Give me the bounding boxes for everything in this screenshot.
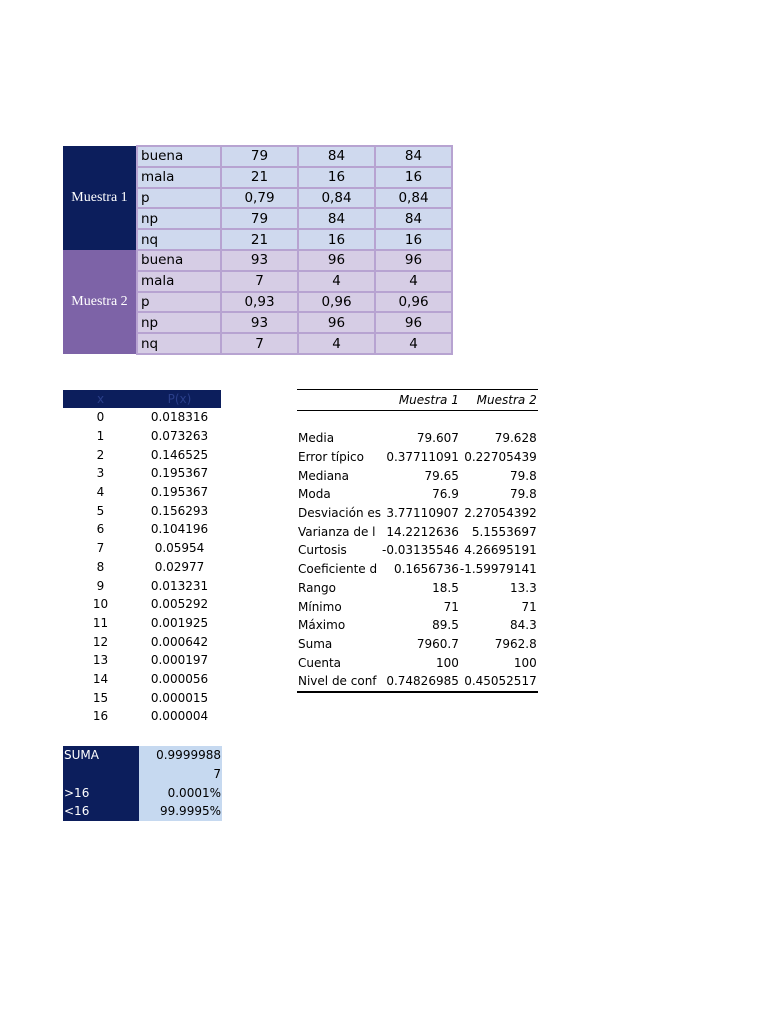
cell-value: 96	[298, 250, 375, 271]
p-value: 0.018316	[150, 410, 209, 425]
stat-m1: 89.5	[432, 618, 459, 633]
table-row	[63, 746, 222, 765]
suma-value: 0.9999988	[139, 746, 222, 765]
stats-header-muestra-1: Muestra 1	[382, 390, 460, 411]
cell-value: 93	[221, 250, 298, 271]
table-header-row	[297, 390, 538, 411]
stat-m2: 71	[521, 599, 537, 614]
stat-name: Mínimo	[298, 599, 342, 614]
table-row	[297, 560, 538, 579]
stat-m2: 84.3	[510, 618, 537, 633]
cell-value: 16	[375, 229, 452, 250]
table-row	[63, 595, 221, 614]
row-label: np	[137, 312, 221, 333]
stat-m1: 18.5	[432, 580, 459, 595]
spacer-row	[297, 411, 538, 430]
poisson-table	[63, 390, 221, 726]
stat-name: Máximo	[298, 618, 346, 633]
table-row	[63, 445, 221, 464]
cell-value: 0,96	[375, 292, 452, 313]
stat-m1: 0.1656736	[393, 562, 459, 577]
stat-m2: 13.3	[510, 580, 537, 595]
stat-m1: 7960.7	[416, 636, 459, 651]
stat-m2: -1.59979141	[459, 562, 537, 577]
stat-m2: 79.8	[510, 487, 537, 502]
p-value: 0.195367	[150, 466, 209, 481]
stat-m2: 0.22705439	[464, 450, 537, 465]
suma-value: 0.0001%	[139, 783, 222, 802]
cell-value: 21	[221, 229, 298, 250]
suma-label: SUMA	[63, 746, 139, 765]
table-header-row	[63, 390, 221, 408]
row-label: nq	[137, 333, 221, 354]
x-value: 6	[96, 522, 105, 537]
row-label: nq	[137, 229, 221, 250]
table-row	[63, 408, 221, 427]
row-label: buena	[137, 146, 221, 167]
stat-m2: 4.26695191	[464, 543, 537, 558]
table-row	[63, 802, 222, 821]
row-label: mala	[137, 167, 221, 188]
cell-value: 4	[298, 333, 375, 354]
stat-name: Mediana	[298, 468, 349, 483]
stat-m1: -0.03135546	[382, 543, 459, 558]
table-row	[297, 466, 538, 485]
x-value: 3	[96, 466, 105, 481]
cell-value: 84	[375, 208, 452, 229]
cell-value: 7	[221, 271, 298, 292]
cell-value: 16	[298, 167, 375, 188]
x-value: 9	[96, 578, 105, 593]
table-row	[297, 522, 538, 541]
stat-name: Suma	[298, 636, 333, 651]
table-row	[297, 485, 538, 504]
suma-label: <16	[63, 802, 139, 821]
table-row	[297, 653, 538, 672]
muestras-table	[63, 145, 453, 355]
table-row	[297, 616, 538, 635]
stats-header-empty	[297, 390, 382, 411]
table-row	[297, 541, 538, 560]
table-row	[297, 448, 538, 467]
cell-value: 96	[298, 312, 375, 333]
stat-m1: 79.607	[416, 431, 459, 446]
p-value: 0.073263	[150, 429, 209, 444]
p-value: 0.104196	[150, 522, 209, 537]
stat-m2: 2.27054392	[464, 506, 537, 521]
suma-label: >16	[63, 783, 139, 802]
cell-value: 84	[375, 146, 452, 167]
stats-header-muestra-2: Muestra 2	[460, 390, 538, 411]
x-value: 7	[96, 541, 105, 556]
group-label-muestra-1: Muestra 1	[63, 146, 137, 250]
stat-name: Varianza de l	[298, 524, 376, 539]
cell-value: 84	[298, 146, 375, 167]
table-row	[63, 651, 221, 670]
table-row	[63, 707, 221, 726]
stat-m1: 79.65	[424, 468, 459, 483]
x-value: 4	[96, 485, 105, 500]
table-row	[63, 483, 221, 502]
cell-value: 0,84	[375, 188, 452, 209]
cell-value: 84	[298, 208, 375, 229]
cell-value: 93	[221, 312, 298, 333]
stat-m1: 76.9	[432, 487, 459, 502]
x-value: 15	[92, 690, 109, 705]
stat-m2: 5.1553697	[471, 524, 537, 539]
p-value: 0.000056	[150, 671, 209, 686]
table-row	[297, 672, 538, 692]
table-row	[63, 501, 221, 520]
table-row	[297, 429, 538, 448]
cell-value: 0,79	[221, 188, 298, 209]
p-value: 0.195367	[150, 485, 209, 500]
cell-value: 7	[221, 333, 298, 354]
stat-name: Curtosis	[298, 543, 347, 558]
stat-m2: 79.628	[494, 431, 537, 446]
stat-name: Coeficiente d	[298, 562, 378, 577]
stat-m2: 7962.8	[494, 636, 537, 651]
stat-name: Error típico	[298, 450, 364, 465]
table-row	[63, 765, 222, 784]
x-value: 0	[96, 410, 105, 425]
table-row	[63, 250, 452, 271]
p-value: 0.156293	[150, 503, 209, 518]
stat-name: Media	[298, 431, 335, 446]
p-value: 0.05954	[154, 541, 205, 556]
stat-name: Cuenta	[298, 655, 342, 670]
p-value: 0.013231	[150, 578, 209, 593]
stat-name: Moda	[298, 487, 331, 502]
table-row	[63, 539, 221, 558]
x-value: 13	[92, 653, 109, 668]
row-label: p	[137, 188, 221, 209]
cell-value: 4	[375, 271, 452, 292]
cell-value: 0,84	[298, 188, 375, 209]
p-value: 0.146525	[150, 447, 209, 462]
header-x: x	[63, 390, 138, 408]
row-label: buena	[137, 250, 221, 271]
suma-table	[63, 746, 222, 821]
table-row	[63, 783, 222, 802]
stats-table	[297, 389, 538, 693]
stat-m1: 0.74826985	[382, 672, 460, 692]
cell-value: 21	[221, 167, 298, 188]
p-value: 0.005292	[150, 597, 209, 612]
suma-label	[63, 765, 139, 784]
header-px: P(x)	[138, 390, 221, 408]
stat-m1: 14.2212636	[386, 524, 459, 539]
stat-m2: 0.45052517	[460, 672, 538, 692]
table-row	[63, 576, 221, 595]
table-row	[63, 427, 221, 446]
cell-value: 79	[221, 208, 298, 229]
p-value: 0.000197	[150, 653, 209, 668]
table-row	[297, 597, 538, 616]
x-value: 12	[92, 634, 109, 649]
table-row	[63, 614, 221, 633]
x-value: 14	[92, 671, 109, 686]
table-row	[63, 520, 221, 539]
table-row	[297, 635, 538, 654]
p-value: 0.001925	[150, 615, 209, 630]
row-label: np	[137, 208, 221, 229]
cell-value: 79	[221, 146, 298, 167]
row-label: p	[137, 292, 221, 313]
cell-value: 4	[298, 271, 375, 292]
suma-value: 7	[139, 765, 222, 784]
stat-name: Nivel de conf	[297, 672, 382, 692]
x-value: 5	[96, 503, 105, 518]
table-row	[63, 464, 221, 483]
cell-value: 16	[298, 229, 375, 250]
cell-value: 16	[375, 167, 452, 188]
table-row	[63, 146, 452, 167]
stat-m1: 100	[435, 655, 459, 670]
p-value: 0.000642	[150, 634, 209, 649]
p-value: 0.02977	[154, 559, 205, 574]
stat-name: Desviación es	[298, 506, 381, 521]
table-row	[63, 688, 221, 707]
cell-value: 4	[375, 333, 452, 354]
group-label-muestra-2: Muestra 2	[63, 250, 137, 354]
cell-value: 96	[375, 312, 452, 333]
table-row	[297, 504, 538, 523]
table-row	[63, 558, 221, 577]
stat-m1: 71	[443, 599, 459, 614]
x-value: 16	[92, 709, 109, 724]
x-value: 11	[92, 615, 109, 630]
table-row	[297, 579, 538, 598]
stat-m1: 3.77110907	[386, 506, 459, 521]
p-value: 0.000004	[150, 709, 209, 724]
stat-name: Rango	[298, 580, 336, 595]
cell-value: 0,96	[298, 292, 375, 313]
stat-m1: 0.37711091	[386, 450, 459, 465]
cell-value: 96	[375, 250, 452, 271]
stat-m2: 100	[513, 655, 537, 670]
x-value: 8	[96, 559, 105, 574]
suma-value: 99.9995%	[139, 802, 222, 821]
stat-m2: 79.8	[510, 468, 537, 483]
x-value: 2	[96, 447, 105, 462]
row-label: mala	[137, 271, 221, 292]
x-value: 1	[96, 429, 105, 444]
cell-value: 0,93	[221, 292, 298, 313]
table-row	[63, 632, 221, 651]
table-row	[63, 670, 221, 689]
p-value: 0.000015	[150, 690, 209, 705]
x-value: 10	[92, 597, 109, 612]
